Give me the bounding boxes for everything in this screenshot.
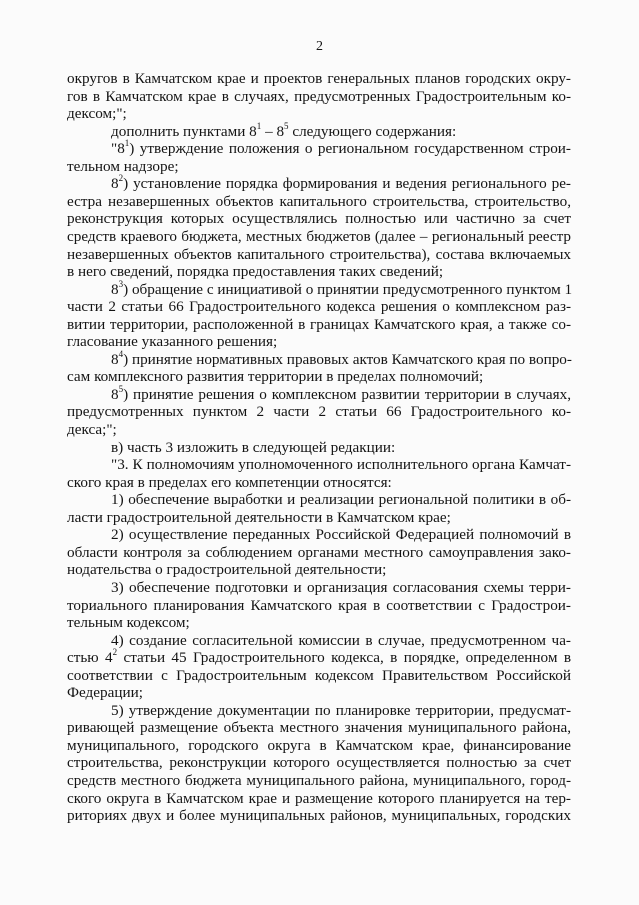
text-line: реконструкция которых осуществлялись полностью или частично за счет [67, 210, 571, 228]
page-number: 2 [316, 39, 323, 54]
text-line: средств краевого бюджета, местных бюджетов (далее – региональный реестр [67, 227, 571, 245]
text-line: незавершенных объектов капитального строительства), состава включаемых [67, 245, 571, 263]
text-line: средств местного бюджета муниципального района, муниципального, город- [67, 772, 571, 789]
text-line: Федерации; [67, 684, 143, 702]
text-line: области контроля за соблюдением органами местного самоуправления зако- [67, 543, 571, 561]
text-line: в) часть 3 изложить в следующей редакции: [111, 438, 396, 456]
text-line: естра незавершенных объектов капитального строительства, строительство, [67, 192, 571, 210]
text-line: тельном надзоре; [67, 157, 179, 175]
text-line: 4) создание согласительной комиссии в случае, предусмотренном ча- [111, 631, 571, 649]
text-line: риториях двух и более муниципальных районов, муниципальных, городских [67, 807, 571, 825]
text-line: $8^4$) принятие нормативных правовых актов Камчатского края по вопро- [111, 348, 572, 368]
text-line: $8^5$) принятие решения о комплексном развитии территории в случаях, [111, 383, 571, 403]
text-line: строительства, реконструкции которого осуществляется полностью за счет [67, 754, 571, 772]
text-line: стью $4^2$ статьи 45 Градостроительного кодекса, в порядке, определенном в [67, 647, 571, 667]
text-line: 5) утверждение документации по планировке территории, предусмат- [111, 701, 571, 719]
text-line: ского края в пределах его компетенции относятся: [67, 473, 392, 491]
text-line: $8^3$) обращение с инициативой о принятии предусмотренного пунктом 1 [111, 278, 573, 298]
text-line: ривающей размещение объекта местного значения муниципального района, [67, 719, 571, 737]
text-line: дексом;"; [67, 105, 127, 123]
text-line: $8^2$) установление порядка формирования и ведения регионального ре- [111, 173, 571, 193]
text-line: соответствии с Градостроительным кодексом Правительством Российской [67, 666, 571, 684]
text-line: муниципального, городского округа в Камчатском крае, финансирование [67, 736, 571, 754]
text-line: ториального планирования Камчатского края в соответствии с Градострои- [67, 596, 571, 614]
text-line: ского округа в Камчатском крае и размещение которого планируется на тер- [67, 789, 571, 807]
text-line: "$8^1$) утверждение положения о региональном государственном строи- [111, 138, 571, 158]
text-line: 3) обеспечение подготовки и организация согласования схемы терри- [111, 578, 571, 596]
text-line: гов в Камчатском крае в случаях, предусмотренных Градостроительным ко- [67, 87, 571, 105]
text-line: предусмотренных пунктом 2 части 2 статьи 66 Градостроительного ко- [67, 403, 571, 421]
text-line: гласование указанного решения; [67, 333, 278, 351]
text-line: в него сведений, порядка предоставления таких сведений; [67, 263, 444, 281]
text-line: "3. К полномочиям уполномоченного исполнительного органа Камчат- [111, 456, 571, 474]
text-line: тельным кодексом; [67, 614, 190, 632]
text-line: сам комплексного развития территории в пределах полномочий; [67, 368, 484, 386]
text-line: декса;"; [67, 421, 117, 438]
text-line: 2) осуществление переданных Российской Федерацией полномочий в [111, 526, 571, 544]
text-line: 1) обеспечение выработки и реализации региональной политики в об- [111, 491, 571, 509]
text-line: округов в Камчатском крае и проектов генеральных планов городских окру- [67, 70, 571, 87]
text-line: нодательства о градостроительной деятельности; [67, 561, 387, 579]
text-line: дополнить пунктами $8^1 - 8^5$ следующего содержания: [111, 120, 457, 140]
text-line: ласти градостроительной деятельности в Камчатском крае; [67, 508, 451, 526]
text-line: витии территории, расположенной в границах Камчатского края, а также со- [67, 315, 571, 333]
text-line: части 2 статьи 66 Градостроительного кодекса решения о комплексном раз- [67, 298, 571, 316]
